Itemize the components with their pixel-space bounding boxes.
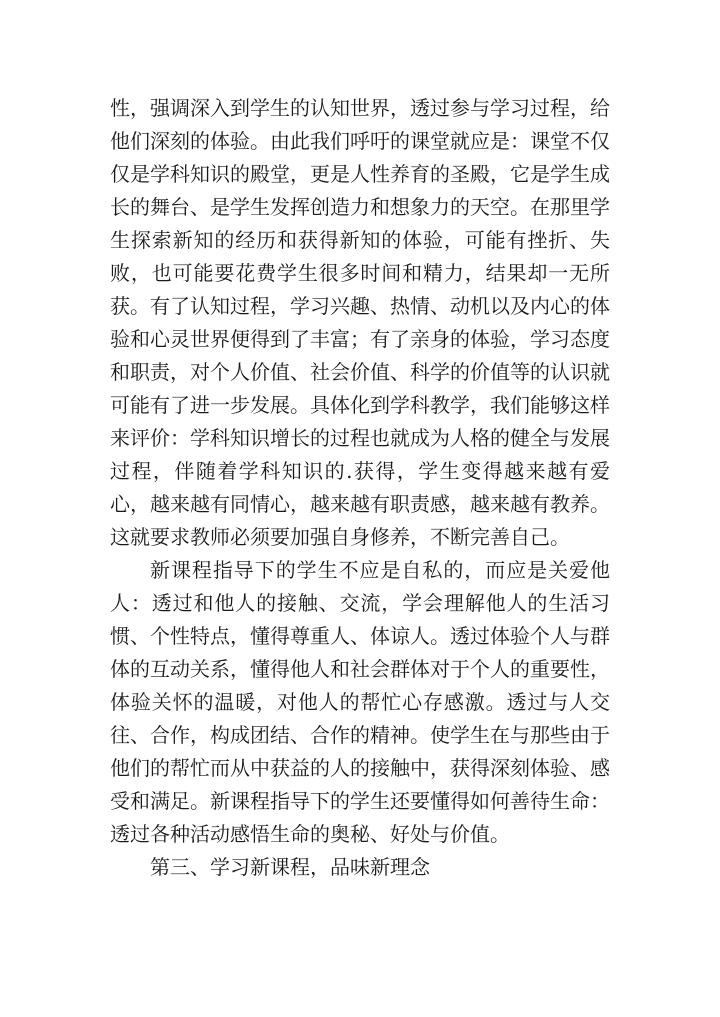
section-heading: 第三、学习新课程，品味新理念 bbox=[150, 855, 430, 879]
paragraph-continued: 性，强调深入到学生的认知世界，透过参与学习过程，给他们深刻的体验。由此我们呼吁的课堂就应是：课堂不仅仅是学科知识的殿堂，更是人性养育的圣殿，它是学生成长的舞台、是学生发挥创造力和想象力的天空。在那里学生探索新知的经历和获得新知的体验，可能有挫折、失败，也可能要花费学生很多时间和精力，结果却一无所获。有了认知过程，学习兴趣、热情、动机以及内心的体验和心灵世界便得到了丰富；有了亲身的体验，学习态度和职责，对个人价值、社会价值、科学的价值等的认识就可能有了进一步发展。具体化到学科教学，我们能够这样来评价：学科知识增长的过程也就成为人格的健全与发展过程，伴随着学科知识的.获得，学生变得越来越有爱心，越来越有同情心，越来越有职责感，越来越有教养。这就要求教师必须要加强自身修养，不断完善自己。 bbox=[110, 96, 610, 549]
document-page bbox=[110, 92, 610, 884]
paragraph-students-care: 新课程指导下的学生不应是自私的，而应是关爱他人：透过和他人的接触、交流，学会理解他人的生活习惯、个性特点，懂得尊重人、体谅人。透过体验个人与群体的互动关系，懂得他人和社会群体对于个人的重要性，体验关怀的温暖，对他人的帮忙心存感激。透过与人交往、合作，构成团结、合作的精神。使学生在与那些由于他们的帮忙而从中获益的人的接触中，获得深刻体验、感受和满足。新课程指导下的学生还要懂得如何善待生命：透过各种活动感悟生命的奥秘、好处与价值。 bbox=[110, 558, 610, 846]
